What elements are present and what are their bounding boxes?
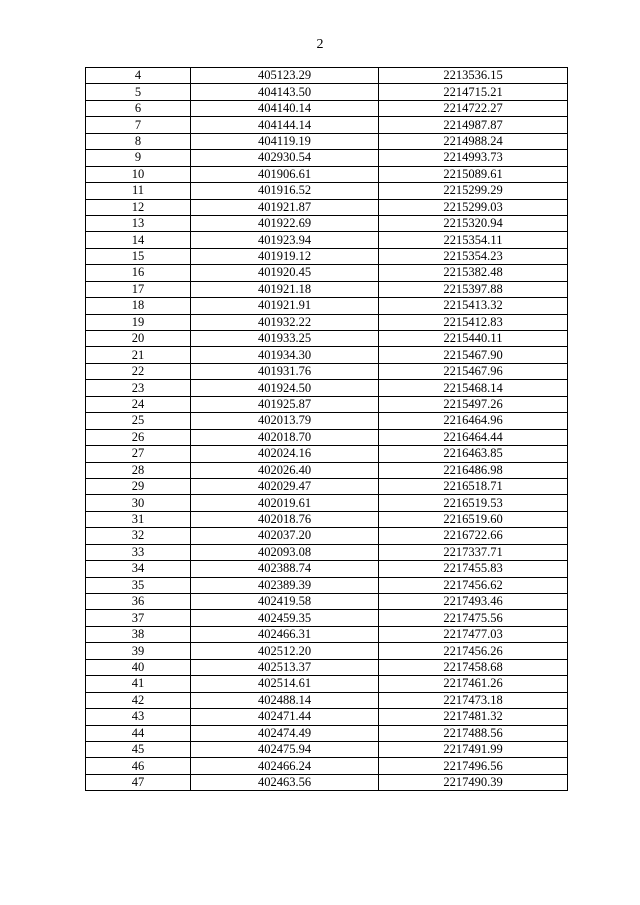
point-number-cell: 14 [86,232,191,248]
table-row [86,610,568,626]
x-coordinate-cell: 402463.56 [191,774,379,790]
y-coordinate-cell: 2217491.99 [379,741,568,757]
table-row [86,413,568,429]
point-number-cell: 31 [86,511,191,527]
y-coordinate-cell: 2214715.21 [379,84,568,100]
x-coordinate-cell: 402513.37 [191,659,379,675]
y-coordinate-cell: 2215397.88 [379,281,568,297]
y-coordinate-cell: 2214988.24 [379,133,568,149]
y-coordinate-cell: 2216464.96 [379,413,568,429]
table-row [86,511,568,527]
x-coordinate-cell: 402471.44 [191,709,379,725]
table-row [86,183,568,199]
y-coordinate-cell: 2215320.94 [379,215,568,231]
table-row [86,133,568,149]
y-coordinate-cell: 2215467.90 [379,347,568,363]
table-row [86,84,568,100]
y-coordinate-cell: 2217461.26 [379,676,568,692]
table-row [86,643,568,659]
point-number-cell: 39 [86,643,191,659]
point-number-cell: 35 [86,577,191,593]
y-coordinate-cell: 2215299.03 [379,199,568,215]
point-number-cell: 5 [86,84,191,100]
y-coordinate-cell: 2217493.46 [379,594,568,610]
y-coordinate-cell: 2214993.73 [379,150,568,166]
point-number-cell: 41 [86,676,191,692]
point-number-cell: 25 [86,413,191,429]
table-row [86,446,568,462]
point-number-cell: 46 [86,758,191,774]
table-row [86,166,568,182]
point-number-cell: 27 [86,446,191,462]
point-number-cell: 40 [86,659,191,675]
table-row [86,117,568,133]
table-row [86,544,568,560]
x-coordinate-cell: 402026.40 [191,462,379,478]
y-coordinate-cell: 2215440.11 [379,331,568,347]
point-number-cell: 38 [86,626,191,642]
x-coordinate-cell: 402018.70 [191,429,379,445]
table-row [86,281,568,297]
table-row [86,363,568,379]
x-coordinate-cell: 402475.94 [191,741,379,757]
table-row [86,331,568,347]
point-number-cell: 36 [86,594,191,610]
page-number: 2 [316,37,324,52]
point-number-cell: 17 [86,281,191,297]
x-coordinate-cell: 401931.76 [191,363,379,379]
table-row [86,709,568,725]
point-number-cell: 7 [86,117,191,133]
table-row [86,774,568,790]
table-row [86,758,568,774]
table-row [86,741,568,757]
x-coordinate-cell: 402930.54 [191,150,379,166]
y-coordinate-cell: 2216722.66 [379,528,568,544]
table-row [86,725,568,741]
y-coordinate-cell: 2215089.61 [379,166,568,182]
x-coordinate-cell: 401919.12 [191,248,379,264]
y-coordinate-cell: 2217490.39 [379,774,568,790]
y-coordinate-cell: 2215467.96 [379,363,568,379]
x-coordinate-cell: 401922.69 [191,215,379,231]
x-coordinate-cell: 401920.45 [191,265,379,281]
y-coordinate-cell: 2215413.32 [379,298,568,314]
y-coordinate-cell: 2213536.15 [379,68,568,84]
y-coordinate-cell: 2217473.18 [379,692,568,708]
x-coordinate-cell: 402019.61 [191,495,379,511]
table-row [86,150,568,166]
y-coordinate-cell: 2217481.32 [379,709,568,725]
x-coordinate-cell: 402419.58 [191,594,379,610]
x-coordinate-cell: 401906.61 [191,166,379,182]
table-row [86,659,568,675]
point-number-cell: 22 [86,363,191,379]
y-coordinate-cell: 2215354.11 [379,232,568,248]
x-coordinate-cell: 402029.47 [191,478,379,494]
point-number-cell: 19 [86,314,191,330]
x-coordinate-cell: 401916.52 [191,183,379,199]
x-coordinate-cell: 401924.50 [191,380,379,396]
x-coordinate-cell: 401923.94 [191,232,379,248]
x-coordinate-cell: 401921.87 [191,199,379,215]
table-row [86,380,568,396]
y-coordinate-cell: 2215412.83 [379,314,568,330]
table-row [86,298,568,314]
point-number-cell: 23 [86,380,191,396]
point-number-cell: 42 [86,692,191,708]
point-number-cell: 20 [86,331,191,347]
x-coordinate-cell: 401925.87 [191,396,379,412]
table-row [86,561,568,577]
table-row [86,396,568,412]
point-number-cell: 34 [86,561,191,577]
y-coordinate-cell: 2215497.26 [379,396,568,412]
y-coordinate-cell: 2214722.27 [379,100,568,116]
y-coordinate-cell: 2215354.23 [379,248,568,264]
point-number-cell: 32 [86,528,191,544]
y-coordinate-cell: 2217456.26 [379,643,568,659]
y-coordinate-cell: 2216486.98 [379,462,568,478]
x-coordinate-cell: 402514.61 [191,676,379,692]
table-row [86,347,568,363]
x-coordinate-cell: 402488.14 [191,692,379,708]
point-number-cell: 21 [86,347,191,363]
point-number-cell: 43 [86,709,191,725]
table-row [86,462,568,478]
point-number-cell: 12 [86,199,191,215]
point-number-cell: 47 [86,774,191,790]
point-number-cell: 4 [86,68,191,84]
point-number-cell: 33 [86,544,191,560]
point-number-cell: 30 [86,495,191,511]
y-coordinate-cell: 2216463.85 [379,446,568,462]
y-coordinate-cell: 2217337.71 [379,544,568,560]
table-row [86,314,568,330]
table-row [86,478,568,494]
x-coordinate-cell: 404144.14 [191,117,379,133]
point-number-cell: 15 [86,248,191,264]
table-row [86,100,568,116]
x-coordinate-cell: 404140.14 [191,100,379,116]
table-row [86,199,568,215]
y-coordinate-cell: 2217475.56 [379,610,568,626]
point-number-cell: 45 [86,741,191,757]
point-number-cell: 29 [86,478,191,494]
table-row [86,265,568,281]
point-number-cell: 26 [86,429,191,445]
x-coordinate-cell: 402037.20 [191,528,379,544]
y-coordinate-cell: 2216518.71 [379,478,568,494]
y-coordinate-cell: 2217455.83 [379,561,568,577]
y-coordinate-cell: 2217456.62 [379,577,568,593]
x-coordinate-cell: 402093.08 [191,544,379,560]
x-coordinate-cell: 402512.20 [191,643,379,659]
point-number-cell: 13 [86,215,191,231]
y-coordinate-cell: 2215299.29 [379,183,568,199]
x-coordinate-cell: 401932.22 [191,314,379,330]
point-number-cell: 16 [86,265,191,281]
x-coordinate-cell: 402388.74 [191,561,379,577]
point-number-cell: 8 [86,133,191,149]
x-coordinate-cell: 401933.25 [191,331,379,347]
point-number-cell: 24 [86,396,191,412]
y-coordinate-cell: 2216519.53 [379,495,568,511]
y-coordinate-cell: 2215382.48 [379,265,568,281]
table-row [86,692,568,708]
point-number-cell: 44 [86,725,191,741]
y-coordinate-cell: 2217477.03 [379,626,568,642]
table-row [86,68,568,84]
x-coordinate-cell: 401934.30 [191,347,379,363]
y-coordinate-cell: 2216519.60 [379,511,568,527]
coordinates-table [85,67,568,791]
table-row [86,232,568,248]
x-coordinate-cell: 402474.49 [191,725,379,741]
x-coordinate-cell: 401921.91 [191,298,379,314]
point-number-cell: 6 [86,100,191,116]
y-coordinate-cell: 2216464.44 [379,429,568,445]
table-row [86,676,568,692]
table-row [86,594,568,610]
y-coordinate-cell: 2217488.56 [379,725,568,741]
y-coordinate-cell: 2215468.14 [379,380,568,396]
y-coordinate-cell: 2217496.56 [379,758,568,774]
x-coordinate-cell: 402389.39 [191,577,379,593]
coordinates-table-body [86,68,568,791]
table-row [86,495,568,511]
table-row [86,528,568,544]
x-coordinate-cell: 402018.76 [191,511,379,527]
y-coordinate-cell: 2217458.68 [379,659,568,675]
x-coordinate-cell: 404119.19 [191,133,379,149]
x-coordinate-cell: 402466.24 [191,758,379,774]
table-row [86,429,568,445]
x-coordinate-cell: 402466.31 [191,626,379,642]
table-row [86,577,568,593]
x-coordinate-cell: 402013.79 [191,413,379,429]
point-number-cell: 28 [86,462,191,478]
table-row [86,626,568,642]
x-coordinate-cell: 405123.29 [191,68,379,84]
point-number-cell: 9 [86,150,191,166]
point-number-cell: 37 [86,610,191,626]
x-coordinate-cell: 401921.18 [191,281,379,297]
x-coordinate-cell: 404143.50 [191,84,379,100]
x-coordinate-cell: 402459.35 [191,610,379,626]
point-number-cell: 10 [86,166,191,182]
point-number-cell: 11 [86,183,191,199]
y-coordinate-cell: 2214987.87 [379,117,568,133]
table-row [86,215,568,231]
x-coordinate-cell: 402024.16 [191,446,379,462]
point-number-cell: 18 [86,298,191,314]
table-row [86,248,568,264]
